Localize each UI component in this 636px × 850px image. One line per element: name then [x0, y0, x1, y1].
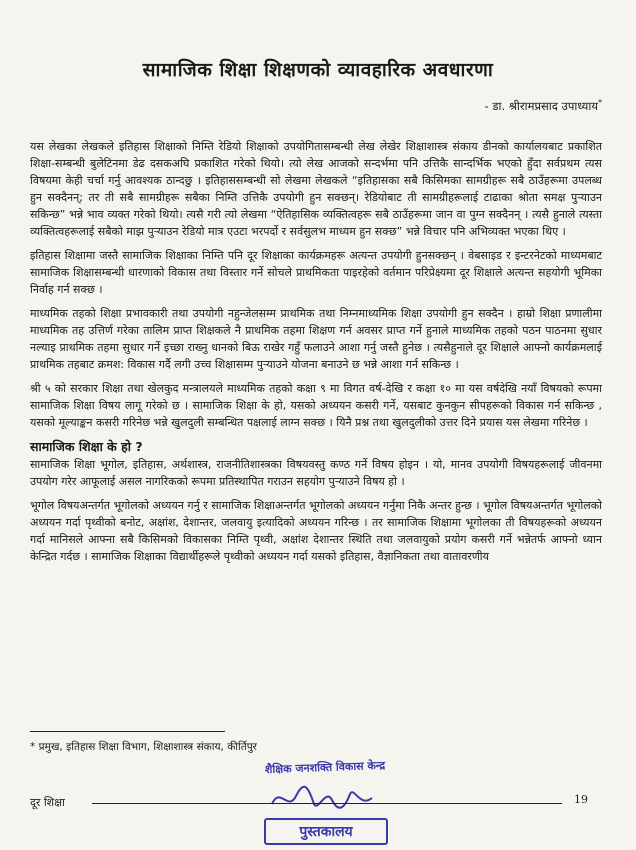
- paragraph: सामाजिक शिक्षा भूगोल, इतिहास, अर्थशास्त्र, राजनीतिशास्त्रका विषयवस्तु कण्ठ गर्ने विषय होइन । यो, मानव उपयोगी विषयहरूलाई जीवनमा उपयोग गरेर आफूलाई असल नागरिकको रूपमा प्रतिस्थापित गराउन सहयोग पुऱ्याउने विषय हो ।: [30, 458, 602, 488]
- author-line: [485, 98, 602, 114]
- section-heading: सामाजिक शिक्षा के हो ?: [30, 439, 143, 454]
- paragraph: माध्यमिक तहको शिक्षा प्रभावकारी तथा उपयोगी नहुन्जेलसम्म प्राथमिक तथा निम्नमाध्यमिक शिक्षा उपयोगी हुन सक्दैन । हाम्रो शिक्षा प्रणालीमा माध्यमिक तह उत्तिर्ण गरेका तालिम प्राप्त शिक्षकले नै प्राथमिक तहमा शिक्षण गर्न अवसर प्राप्त गर्ने हुनाले माध्यमिक तहको पठन पाठनमा सुधार नल्याइ प्राथमिक तहमा सुधार गर्ने इच्छा राख्नु धानको बिऊ राखेर गहुँ फलाउने आशा गर्नु जस्तै हुनेछ । त्यसैहुनाले दूर शिक्षाले आफ्नो कार्यक्रमलाई प्राथमिक तहबाट क्रमश: विकास गर्दै लगी उच्च शिक्षासम्म पुऱ्याउने योजना बनाउने छ भन्ने आशा गर्न सकिन्छ ।: [30, 307, 602, 371]
- paragraph: यस लेखका लेखकले इतिहास शिक्षाको निम्ति रेडियो शिक्षाको उपयोगितासम्बन्धी लेख लेखेर शिक्षाशास्त्र संकाय डीनको कार्यालयबाट प्रकाशित शिक्षा-सम्बन्धी बुलेटिनमा डेढ दसकअघि प्रकाशित गरेको थियो। त्यो लेख आजको सन्दर्भमा पनि उत्तिकै सान्दर्भिक भएको हुँदा सर्वप्रथम त्यस विषयमा केही चर्चा गर्नु आवश्यक ठान्दछु । इतिहाससम्बन्धी सो लेखमा लेखकले “इतिहासका सबै किसिमका सामग्रीहरू सबै ठाउँहरूमा उपलब्ध हुन सक्दैनन्; तर ती सबै सामग्रीहरू सबैका निम्ति उत्तिकै उपयोगी हुन सक्छन्। रेडियोबाट ती सामग्रीहरूलाई टाढाका श्रोता समक्ष पुऱ्याउन सकिन्छ” भन्ने भाव व्यक्त गरेको थियो। त्यसै गरी त्यो लेखमा “ऐतिहासिक व्यक्तित्वहरू सबै ठाउँहरूमा जान वा पुग्न सक्दैनन् । त्यसै हुनाले त्यस्ता व्यक्तित्वहरूलाई सबैको माझ पुऱ्याउन रेडियो मात्र एउटा भरपर्दो र सर्वसुलभ माध्यम हुन सक्छ” भन्ने विचार पनि अभिव्यक्त भएका थिए ।: [30, 140, 602, 238]
- stamp-institution: शैक्षिक जनशक्ति विकास केन्द्र: [264, 758, 386, 777]
- footer-publication: दूर शिक्षा: [30, 796, 65, 809]
- article-body: [30, 138, 602, 572]
- footnote: * प्रमुख, इतिहास शिक्षा विभाग, शिक्षाशास्त्र संकाय, कीर्तिपुर: [30, 741, 257, 753]
- paragraph: भूगोल विषयअन्तर्गत भूगोलको अध्ययन गर्नु र सामाजिक शिक्षाअन्तर्गत भूगोलको अध्ययन गर्नुमा निकै अन्तर हुन्छ । भूगोल विषयअन्तर्गत भूगोलको अध्ययन गर्दा पृथ्वीको बनोट, अक्षांश, देशान्तर, जलवायु इत्यादिको अध्ययन गरिन्छ । तर सामाजिक शिक्षामा भूगोलका ती विषयहरूको अध्ययन गर्दा मानिसले आफ्ना सबै किसिमको विकासका निम्ति पृथ्वी, अक्षांश देशान्तर स्थिति तथा जलवायुको प्रयोग कसरी गर्ने भन्नेतर्फ आफ्नो ध्यान केन्द्रित गर्दछ । सामाजिक शिक्षाका विद्यार्थीहरूले पृथ्वीको अध्ययन गर्दा यसको इतिहास, वैज्ञानिकता तथा वातावरणीय: [30, 499, 602, 563]
- stamp-label: पुस्तकालय: [264, 818, 388, 845]
- paragraph: इतिहास शिक्षामा जस्तै सामाजिक शिक्षाका निम्ति पनि दूर शिक्षाका कार्यक्रमहरू अत्यन्त उपयोगी हुनसक्छन् । वेबसाइड र इन्टरनेटको माध्यमबाट सामाजिक शिक्षासम्बन्धी धारणाको विकास तथा विस्तार गर्ने सोचले प्राथमिकता पाइरहेको वर्तमान परिप्रेक्ष्यमा दूर शिक्षाले अत्यन्त सहयोगी भूमिका निर्वाह गर्न सक्छ ।: [30, 249, 602, 296]
- library-stamp: [250, 760, 400, 850]
- page-number: 19: [574, 793, 588, 806]
- author-name: - डा. श्रीरामप्रसाद उपाध्याय: [484, 98, 598, 113]
- footnote-divider: [30, 731, 225, 732]
- author-footnote-mark: *: [598, 98, 602, 107]
- footer-rule: [92, 803, 562, 804]
- signature-icon: [268, 782, 378, 816]
- paragraph: श्री ५ को सरकार शिक्षा तथा खेलकुद मन्त्रालयले माध्यमिक तहको कक्षा ९ मा विगत वर्ष-देखि र कक्षा १० मा यस वर्षदेखि नयाँ विषयको रूपमा सामाजिक शिक्षा विषय लागू गरेको छ । सामाजिक शिक्षा के हो, यसको अध्ययन कसरी गर्ने, यसबाट कुनकुन सीपहरूको विकास गर्न सकिन्छ , यसको मूल्याङ्कन कसरी गरिनेछ भन्ने खुलदुली सम्बन्धित पक्षलाई लाग्न सक्छ । यिनै प्रश्न तथा खुलदुलीको उत्तर दिने प्रयास यस लेखमा गरिनेछ ।: [30, 382, 602, 429]
- article-title: सामाजिक शिक्षा शिक्षणको व्यावहारिक अवधारणा: [142, 59, 494, 81]
